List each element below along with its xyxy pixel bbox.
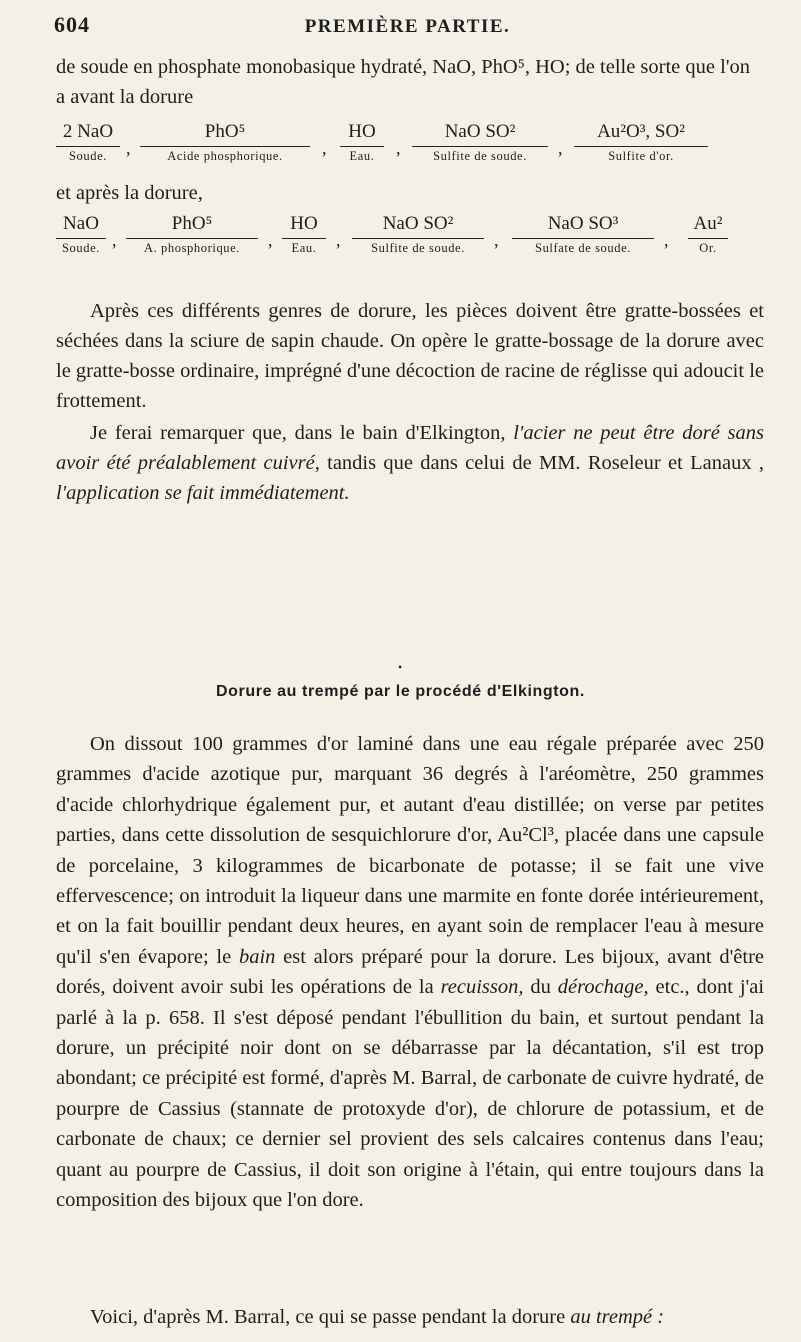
italic-text: l'acier ne peut être doré sans avoir été préalablement cuivré, [56,422,765,474]
formula-term [56,120,120,165]
formula-term [282,212,326,257]
formula-numerator: 2 NaO [56,120,120,147]
paragraph-elkington-note [56,418,764,508]
comma: , [322,138,327,158]
paragraph-procedure [56,729,764,1216]
formula-denominator: Soude. [62,241,100,255]
formula-numerator: NaO [56,212,106,239]
after-label: et après la dorure, [56,182,203,204]
comma: , [268,230,273,250]
formula-denominator: Sulfite de soude. [371,241,465,255]
formula-term [140,120,310,165]
comma: , [112,230,117,250]
formula-term [126,212,258,257]
italic-text: au trempé : [570,1306,665,1328]
formula-numerator: HO [282,212,326,239]
comma: , [664,230,669,250]
italic-text: dérochage, [557,976,649,999]
formula-numerator: Au² [688,212,728,239]
formula-denominator: Eau. [291,241,317,255]
formula-denominator: Sulfite de soude. [433,149,527,163]
paragraph-text: est alors préparé pour la dorure. Les bijoux, avant d'être dorés, doivent avoir subi les opérations de la [56,945,765,999]
comma: , [396,138,401,158]
paragraph-text: Voici, d'après M. Barral, ce qui se passe pendant la dorure [90,1306,566,1328]
formula-term [56,212,106,257]
formula-numerator: NaO SO³ [512,212,654,239]
formula-denominator: Sulfite d'or. [608,149,674,163]
italic-text: bain [238,945,276,968]
paragraph-text: Je ferai remarquer que, dans le bain d'Elkington, [90,422,506,444]
formula-numerator: HO [340,120,384,147]
formula-term [412,120,548,165]
paragraph-text: etc., dont j'ai parlé à la p. 658. Il s'est déposé pendant l'ébullition du bain, et surtout pendant la dorure, un précipité noir dont on se débarrasse par la décantation, s'il est trop abondant; ce précipité est formé, d'après M. Barral, de carbonate de cuivre hydraté, de pourpre de Cassius (stannate de protoxyde d'or), de chlorure de potassium, et de carbonate de chaux; ce dernier sel provient des sels calcaires contenus dans l'eau; quant au pourpre de Cassius, il doit son origine à l'étain, qui entre toujours dans la composition des bijoux que l'on dore. [56,976,765,1212]
formula-numerator: NaO SO² [412,120,548,147]
formula-denominator: A. phosphorique. [143,241,241,255]
closing-line [56,1302,764,1332]
paragraph-gratte-bossage: Après ces différents genres de dorure, les pièces doivent être gratte-bossées et séchées dans la sciure de sapin chaude. On opère le gratte-bossage de la dorure avec le gratte-bosse ordinaire, imprégné d'une décoction de racine de réglisse qui adoucit le frottement. [56,300,764,412]
formula-term [574,120,708,165]
formula-term [352,212,484,257]
italic-text: recuisson, [440,976,524,999]
page-number: 604 [54,12,90,37]
comma: , [336,230,341,250]
section-title: Dorure au trempé par le procédé d'Elkington. [216,683,585,700]
paragraph-text: On dissout 100 grammes d'or laminé dans une eau régale préparée avec 250 grammes d'acide azotique pur, marquant 36 degrés à l'aréomètre, 250 grammes d'acide chlorhydrique également pur, et autant d'eau distillée; on verse par petites parties, dans cette dissolution de sesquichlorure d'or, Au²Cl³, placée dans une capsule de porcelaine, 3 kilogrammes de bicarbonate de potasse; il se fait une vive effervescence; on introduit la liqueur dans une marmite en fonte dorée intérieurement, et on la fait bouillir pendant deux heures, en ayant soin de remplacer l'eau à mesure qu'il s'en évapore; le [56,733,764,968]
formula-term [688,212,728,257]
formula-denominator: Eau. [349,149,375,163]
italic-text: l'application se fait immédiatement. [56,482,350,504]
comma: , [558,138,563,158]
ornament-mark: • [398,660,403,674]
formula-denominator: Or. [699,241,717,255]
paragraph-text: du [530,976,551,999]
comma: , [494,230,499,250]
running-title: PREMIÈRE PARTIE. [304,16,511,37]
formula-numerator: NaO SO² [352,212,484,239]
formula-numerator: Au²O³, SO² [574,120,708,147]
page-header [54,12,761,42]
formula-after [56,212,776,272]
formula-denominator: Soude. [69,149,107,163]
comma: , [126,138,131,158]
paragraph-text: tandis que dans celui de MM. Roseleur et Lanaux , [327,452,764,474]
formula-numerator: PhO⁵ [140,120,310,147]
formula-before [56,120,776,180]
formula-term [340,120,384,165]
formula-numerator: PhO⁵ [126,212,258,239]
formula-denominator: Acide phosphorique. [167,149,283,163]
formula-term [512,212,654,257]
intro-text: de soude en phosphate monobasique hydraté, NaO, PhO⁵, HO; de telle sorte que l'on a avant la dorure [56,56,751,108]
formula-denominator: Sulfate de soude. [535,241,631,255]
